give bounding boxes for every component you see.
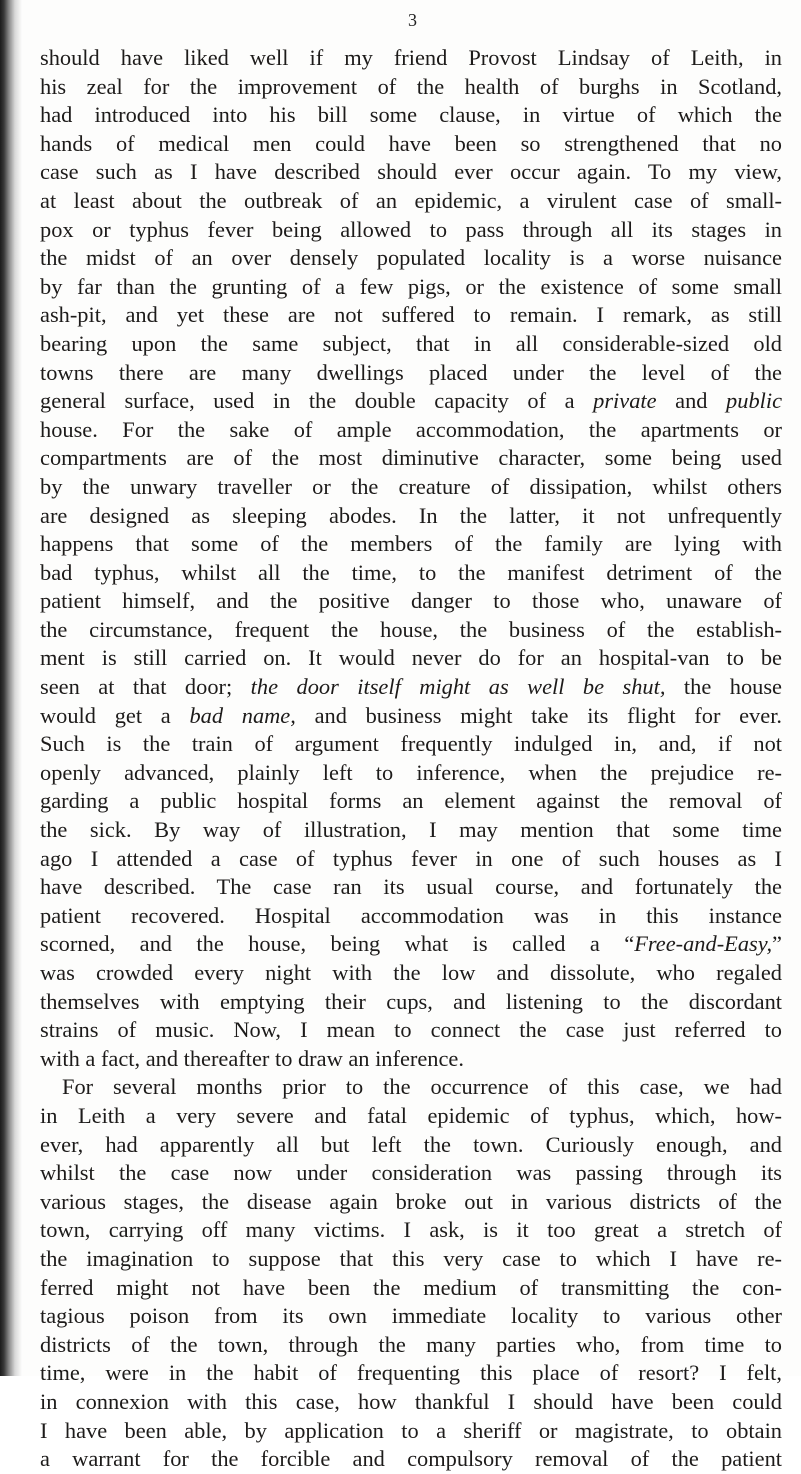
text-line [40, 387, 782, 416]
text-line: patient recovered. Hospital accommodation was in this instance [40, 902, 782, 928]
text-line: various stages, the disease again broke out in various districts of the [40, 1188, 782, 1214]
text-line: happens that some of the members of the family are lying with [40, 531, 782, 557]
text-line: have described. The case ran its usual course, and fortunately the [40, 874, 782, 900]
italic-run: the door itself might as well be shut, [250, 674, 666, 700]
text-line: bad typhus, whilst all the time, to the manifest detriment of the [40, 559, 782, 585]
text-run: would get a [40, 702, 190, 728]
text-line: openly advanced, plainly left to inference, when the prejudice re- [40, 759, 782, 785]
text-line [40, 673, 782, 702]
text-line: by far than the grunting of a few pigs, or the existence of some small [40, 273, 782, 299]
text-line: whilst the case now under consideration was passing through its [40, 1160, 782, 1186]
text-line: bearing upon the same subject, that in all considerable-sized old [40, 330, 782, 356]
text-line: in connexion with this case, how thankful I should have been could [40, 1388, 782, 1414]
text-line: I have been able, by application to a sheriff or magistrate, to obtain [40, 1417, 782, 1443]
text-line: compartments are of the most diminutive character, some being used [40, 445, 782, 471]
text-line: ment is still carried on. It would never do for an hospital-van to be [40, 645, 782, 671]
binding-shadow [0, 0, 22, 1376]
text-line: strains of music. Now, I mean to connect the case just referred to [40, 1017, 782, 1043]
text-line: towns there are many dwellings placed under the level of the [40, 359, 782, 385]
text-run: and business might take its flight for ever. [295, 702, 783, 728]
text-line: ago I attended a case of typhus fever in one of such houses as I [40, 845, 782, 871]
text-line: For several months prior to the occurrence of this case, we had [62, 1074, 782, 1100]
text-line: was crowded every night with the low and dissolute, who regaled [40, 960, 782, 985]
italic-run: private [593, 388, 657, 414]
text-line [40, 702, 782, 731]
text-run: the house [665, 674, 782, 700]
text-line: hands of medical men could have been so strengthened that no [40, 130, 782, 156]
text-line: tagious poison from its own immediate locality to various other [40, 1303, 782, 1329]
text-line: time, were in the habit of frequenting this place of resort? I felt, [40, 1360, 782, 1386]
text-run: ” [772, 931, 782, 957]
text-line: case such as I have described should ever occur again. To my view, [40, 159, 782, 185]
text-line: patient himself, and the positive danger to those who, unaware of [40, 588, 782, 614]
text-run: and [656, 388, 727, 414]
text-line: ferred might not have been the medium of transmitting the con- [40, 1274, 782, 1300]
text-line: a warrant for the forcible and compulsory removal of the patient [40, 1446, 782, 1472]
text-line: districts of the town, through the many parties who, from time to [40, 1331, 782, 1357]
text-line: at least about the outbreak of an epidemic, a virulent case of small- [40, 187, 782, 213]
text-line: the midst of an over densely populated locality is a worse nuisance [40, 245, 782, 271]
text-line: with a fact, and thereafter to draw an inference. [40, 1045, 464, 1071]
text-line [40, 930, 782, 959]
text-line: themselves with emptying their cups, and listening to the discordant [40, 988, 782, 1014]
text-line: in Leith a very severe and fatal epidemic of typhus, which, how- [40, 1102, 782, 1128]
text-line: town, carrying off many victims. I ask, is it too great a stretch of [40, 1217, 782, 1243]
text-line: pox or typhus fever being allowed to pass through all its stages in [40, 216, 782, 242]
page-number: 3 [408, 10, 417, 30]
italic-run: bad name, [189, 702, 296, 728]
body-text [40, 44, 782, 1474]
text-line: by the unwary traveller or the creature of dissipation, whilst others [40, 473, 782, 499]
text-line: ever, had apparently all but left the town. Curiously enough, and [40, 1131, 782, 1157]
text-line: the sick. By way of illustration, I may mention that some time [40, 817, 782, 843]
text-line: had introduced into his bill some clause, in virtue of which the [40, 102, 782, 128]
text-line: garding a public hospital forms an element against the removal of [40, 788, 782, 814]
text-line: his zeal for the improvement of the health of burghs in Scotland, [40, 73, 782, 99]
text-line: should have liked well if my friend Provost Lindsay of Leith, in [40, 45, 782, 70]
text-line: Such is the train of argument frequently indulged in, and, if not [40, 731, 782, 757]
italic-run: public [726, 388, 783, 414]
text-run: seen at that door; [40, 674, 251, 700]
italic-run: Free-and-Easy, [634, 931, 773, 957]
text-line: ash-pit, and yet these are not suffered to remain. I remark, as still [40, 302, 782, 328]
text-line: the imagination to suppose that this very case to which I have re- [40, 1245, 782, 1271]
text-run: scorned, and the house, being what is called a “ [40, 931, 635, 957]
text-line: the circumstance, frequent the house, the business of the establish- [40, 616, 782, 642]
text-run: general surface, used in the double capacity of a [40, 388, 594, 414]
text-line: are designed as sleeping abodes. In the latter, it not unfrequently [40, 502, 782, 528]
text-line: house. For the sake of ample accommodation, the apartments or [40, 416, 782, 442]
